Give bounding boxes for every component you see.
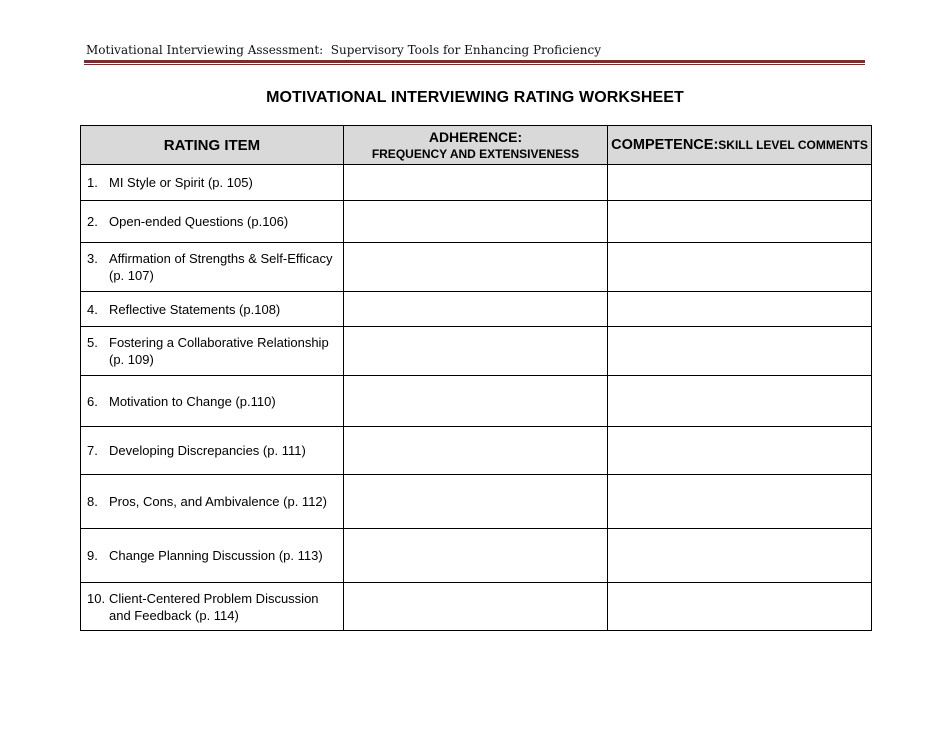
table-row (81, 583, 872, 631)
adherence-cell[interactable] (344, 376, 608, 427)
competence-cell[interactable] (608, 292, 872, 327)
adherence-cell[interactable] (344, 583, 608, 631)
competence-cell[interactable] (608, 529, 872, 583)
competence-cell[interactable] (608, 243, 872, 292)
table-row (81, 243, 872, 292)
competence-cell[interactable] (608, 475, 872, 529)
rating-item-cell (81, 201, 344, 243)
item-label: Motivation to Change (p.110) (109, 393, 276, 409)
table-row (81, 201, 872, 243)
rating-item-cell (81, 327, 344, 376)
adherence-cell[interactable] (344, 201, 608, 243)
item-number: 8. (87, 494, 98, 509)
competence-cell[interactable] (608, 201, 872, 243)
rating-item-cell (81, 475, 344, 529)
competence-subtitle: SKILL LEVEL COMMENTS (718, 138, 868, 152)
page-title: MOTIVATIONAL INTERVIEWING RATING WORKSHEET (266, 89, 684, 106)
table-header-row (81, 126, 872, 165)
rating-item-cell (81, 529, 344, 583)
table-row (81, 165, 872, 201)
item-label: Affirmation of Strengths & Self-Efficacy (p. 107) (109, 251, 333, 283)
adherence-cell[interactable] (344, 475, 608, 529)
rating-table (80, 125, 872, 631)
item-label: Client-Centered Problem Discussion and Feedback (p. 114) (109, 590, 319, 623)
item-number: 6. (87, 393, 98, 409)
item-label: Reflective Statements (p.108) (109, 301, 281, 317)
table-row (81, 292, 872, 327)
adherence-cell[interactable] (344, 327, 608, 376)
competence-cell[interactable] (608, 376, 872, 427)
item-number: 2. (87, 214, 98, 229)
rating-item-cell (81, 243, 344, 292)
competence-cell[interactable] (608, 427, 872, 475)
table-row (81, 427, 872, 475)
table-row (81, 376, 872, 427)
item-label: Open-ended Questions (p.106) (109, 214, 289, 229)
header-rule-thick (84, 60, 865, 63)
adherence-cell[interactable] (344, 165, 608, 201)
table-row (81, 529, 872, 583)
adherence-cell[interactable] (344, 292, 608, 327)
item-number: 10. (87, 590, 106, 606)
item-number: 4. (87, 301, 98, 317)
item-number: 3. (87, 251, 98, 266)
rating-item-cell (81, 165, 344, 201)
item-number: 9. (87, 548, 98, 563)
rating-item-cell (81, 292, 344, 327)
item-label: Change Planning Discussion (p. 113) (109, 548, 323, 563)
item-label: Developing Discrepancies (p. 111) (109, 443, 306, 458)
item-label: MI Style or Spirit (p. 105) (109, 175, 253, 190)
rating-item-cell (81, 427, 344, 475)
adherence-subtitle: FREQUENCY AND EXTENSIVENESS (371, 147, 580, 161)
item-number: 1. (87, 175, 98, 190)
item-number: 7. (87, 443, 98, 458)
competence-cell[interactable] (608, 327, 872, 376)
adherence-cell[interactable] (344, 427, 608, 475)
adherence-title: ADHERENCE: (428, 129, 523, 145)
column-header-competence (608, 126, 872, 165)
column-header-rating-item: RATING ITEM (81, 126, 344, 165)
item-label: Fostering a Collaborative Relationship (p. 109) (109, 335, 329, 367)
header-rule-thin (84, 64, 865, 65)
adherence-cell[interactable] (344, 529, 608, 583)
rating-item-cell (81, 376, 344, 427)
competence-cell[interactable] (608, 165, 872, 201)
running-header: Motivational Interviewing Assessment: Supervisory Tools for Enhancing Proficiency (86, 43, 601, 57)
rating-item-cell (81, 583, 344, 631)
adherence-cell[interactable] (344, 243, 608, 292)
competence-cell[interactable] (608, 583, 872, 631)
table-row (81, 475, 872, 529)
column-header-adherence (344, 126, 608, 165)
item-label: Pros, Cons, and Ambivalence (p. 112) (109, 494, 327, 509)
table-row (81, 327, 872, 376)
competence-title: COMPETENCE: (611, 137, 719, 153)
item-number: 5. (87, 335, 98, 350)
